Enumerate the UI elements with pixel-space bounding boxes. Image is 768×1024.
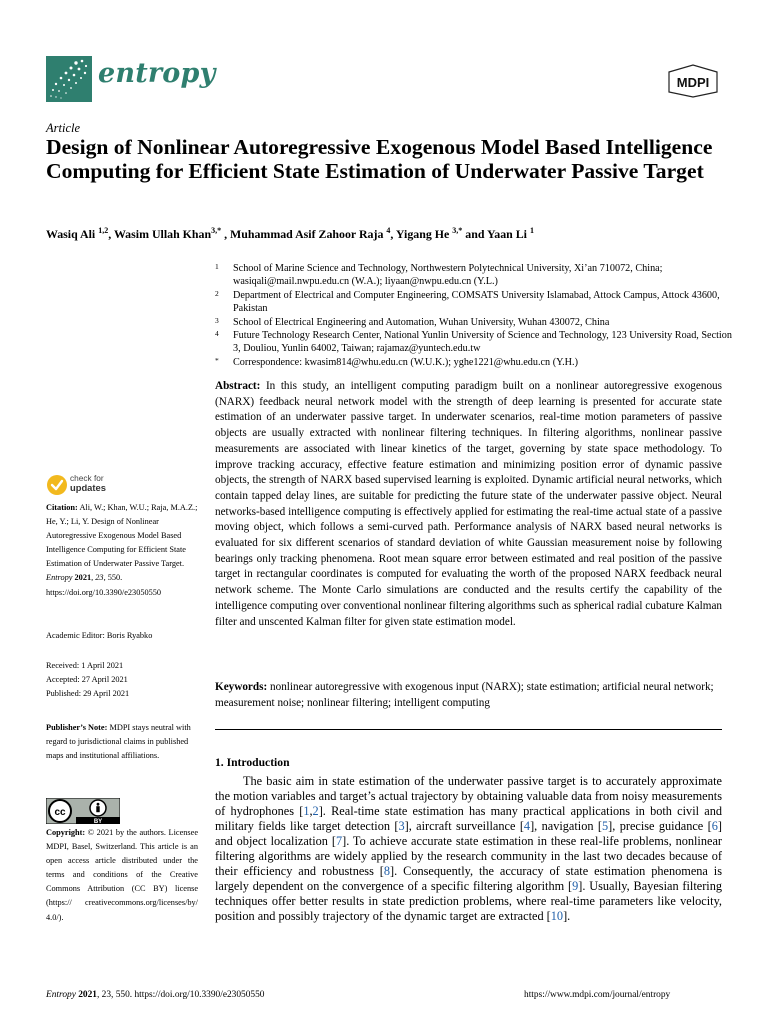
author-name: Wasiq Ali (46, 226, 96, 241)
publishers-note-label: Publisher’s Note: (46, 723, 108, 732)
paragraph-text: ], precise guidance [ (608, 818, 712, 833)
reference-link[interactable]: 6 (711, 818, 718, 833)
author-name: Yaan Li (486, 226, 527, 241)
affiliation-text: Department of Electrical and Computer Engineering, COMSATS University Islamabad, Attock Campus, Attock 43600, Pakistan (233, 289, 720, 315)
received-date: Received: 1 April 2021 (46, 661, 124, 670)
author-list: Wasiq Ali $^{1,2}$, Wasim Ullah Khan$^{3,*}$ , Muhammad Asif Zahoor Raja $^4$, Yigang He $^{3,*}$ and Yaan Li $^1$ (46, 226, 534, 241)
keywords (215, 680, 722, 711)
paragraph-text: ]. Consequently, the accuracy of state estimation phenomena is largely dependent on the convergence of a specific filtering algorithm [ (215, 863, 723, 893)
author-name: Yigang He (395, 226, 450, 241)
paragraph-text: ] and object localization [ (215, 818, 722, 848)
mdpi-logo-text: MDPI (676, 75, 710, 90)
footer-year: 2021 (78, 990, 97, 1000)
check-updates-line: check for (70, 473, 104, 483)
affiliation-text: Future Technology Research Center, National Yunlin University of Science and Technology, 123 University Road, Section 3, Douliou, Yunlin 64002, Taiwan; rajamaz@yuntech.edu.tw (233, 330, 732, 355)
citation-block: Citation: Ali, W.; Khan, W.U.; Raja, M.A.Z.; He, Y.; Li, Y. Design of Nonlinear Autoregressive Exogenous Model Based Intelligence Computing for Efficient State Estimation of Underwater Passive Target. Entropy 2021, 23, 550. https://doi.org/10.3390/e23050550 (46, 503, 198, 597)
reference-link[interactable]: 8 (383, 863, 391, 878)
check-updates-line: updates (70, 482, 106, 493)
introduction-paragraph (215, 774, 722, 924)
keywords-text: nonlinear autoregressive with exogenous input (NARX); state estimation; artificial neural network; measurement noise; nonlinear filtering; intelligent computing (215, 681, 714, 709)
academic-editor: Academic Editor: Boris Ryabko (46, 631, 153, 640)
citation-label: Citation: (46, 503, 78, 512)
reference-link[interactable]: 3 (398, 818, 405, 833)
citation-volume: 23 (95, 573, 104, 583)
affiliation-item (215, 262, 735, 289)
author-affiliation-marker: 1 (529, 226, 534, 235)
reference-link[interactable]: 9 (572, 878, 579, 893)
affiliation-number: 4 (215, 329, 219, 339)
author-name: Wasim Ullah Khan (113, 226, 212, 241)
entropy-logo-icon (46, 56, 92, 102)
citation-year: 2021 (74, 573, 92, 583)
copyright-notice (46, 826, 198, 925)
reference-link[interactable]: 7 (335, 833, 343, 848)
copyright-label: Copyright: (46, 828, 86, 837)
affiliation-text: School of Marine Science and Technology, Northwestern Polytechnical University, Xi’an 710072, China; wasiqali@mail.nwpu.edu.cn (W.A.); liyaan@nwpu.edu.cn (Y.L.) (233, 263, 663, 288)
publication-dates (46, 659, 201, 701)
footer-journal-url[interactable]: https://www.mdpi.com/journal/entropy (524, 990, 671, 1000)
abstract (215, 379, 722, 630)
author-affiliation-marker: 3,* (452, 226, 463, 235)
section-heading: 1. Introduction (215, 756, 290, 769)
reference-link[interactable]: 5 (602, 818, 609, 833)
reference-link[interactable]: 2 (312, 803, 319, 818)
affiliation-number: 2 (215, 288, 219, 298)
citation-journal: Entropy (46, 573, 73, 583)
paragraph-text: ]. Usually, Bayesian filtering techniques offer better results in state prediction problems, where real-time parameters like velocity, position and possibly trajectory of the dynamic target are extracted [ (215, 878, 723, 923)
citation-text: Ali, W.; Khan, W.U.; Raja, M.A.Z.; He, Y.; Li, Y. Design of Nonlinear Autoregressive Exogenous Model Based Intelligence Computing for Efficient State Estimation of Underwater Passive Target. (46, 503, 198, 569)
affiliation-text: School of Electrical Engineering and Automation, Wuhan University, Wuhan 430072, China (233, 316, 610, 328)
abstract-label: Abstract: (215, 380, 261, 392)
paragraph-text: The basic aim in state estimation of the underwater passive target is to accurately approximate the motion variables and target’s actual trajectory by obtaining valuable data from noisy measurements of hydrophones [ (215, 774, 722, 818)
affiliation-number: 1 (215, 262, 219, 271)
keywords-label: Keywords: (215, 681, 268, 693)
paragraph-text: ]. To achieve accurate state estimation in these real-life problems, nonlinear filtering algorithms are widely applied by the research community in the last two decades because of their efficiency and robustness [ (215, 833, 723, 878)
cc-by-license-icon[interactable] (46, 798, 120, 824)
correspondence (215, 356, 735, 369)
affiliation-item (215, 289, 735, 316)
citation-doi[interactable]: , 550. https://doi.org/10.3390/e23050550 (46, 573, 162, 597)
svg-text:cc: cc (54, 807, 66, 818)
journal-name: entropy (98, 58, 216, 89)
publishers-note-text: MDPI stays neutral with regard to jurisdictional claims in published maps and institutional affiliations. (46, 723, 191, 761)
footer-citation (46, 990, 265, 1000)
affiliation-item (215, 316, 735, 329)
paragraph-text: ]. (563, 908, 571, 923)
publishers-note (46, 721, 201, 763)
author-affiliation-marker: 4 (386, 226, 391, 235)
accepted-date: Accepted: 27 April 2021 (46, 675, 128, 685)
paragraph-text: ], aircraft surveillance [ (404, 818, 524, 833)
author-name: Muhammad Asif Zahoor Raja (230, 226, 384, 241)
mdpi-logo-icon (664, 64, 722, 98)
reference-link[interactable]: 10 (550, 908, 564, 923)
correspondence-marker: * (215, 355, 219, 365)
affiliation-item (215, 329, 735, 356)
reference-link[interactable]: 1 (303, 803, 310, 818)
section-divider (215, 729, 722, 730)
cc-by-text: BY (93, 819, 103, 824)
footer-doi[interactable]: , 23, 550. https://doi.org/10.3390/e23050550 (96, 990, 265, 1000)
footer-journal: Entropy (46, 990, 76, 1000)
affiliation-number: 3 (215, 315, 219, 325)
paragraph-text: ]. Real-time state estimation has many practical applications in both civil and military fields like target detection [ (215, 803, 723, 833)
article-type: Article (46, 121, 81, 135)
affiliations (215, 262, 735, 369)
paragraph-text: ], navigation [ (530, 818, 602, 833)
check-for-updates-label[interactable] (70, 474, 106, 492)
published-date: Published: 29 April 2021 (46, 689, 130, 699)
abstract-text: In this study, an intelligent computing paradigm built on a nonlinear autoregressive exogenous (NARX) feedback neural network model with the strength of deep learning is presented for accurate state estimation of an underwater passive target. In underwater scenarios, real-time motion parameters of passive objects are usually extracted with nonlinear filtering techniques. In filtering algorithms, nonlinear passive measurements are associated with linear kinetics of the target, governing by state space methodology. To improve tracking accuracy, effective feature estimation and minimizing position error of dynamic passive objects, the strength of NARX based supervised learning is exploited. Dynamic artificial neural networks, which contain tapped delay lines, are suitable for predicting the future state of the underwater passive object. Neural networks-based intelligence computing is effectively applied for estimating the real-time actual state of a passive moving object, which follows a semi-curved path. Performance analysis of NARX based neural networks is evaluated for six different scenarios of standard deviation of white Gaussian measurement noise by following bearings only tracking phenomena. Root mean square error between estimated and real position of the passive target in rectangular coordinates is computed for evaluating the worth of the proposed NARX feedback neural network scheme. The Monte Carlo simulations are conducted and the results certify the capability of the intelligence computing over conventional nonlinear filtering algorithms such as spherical radial cubature Kalman filter and unscented Kalman filter for given state estimation model. (215, 380, 722, 628)
copyright-text: © 2021 by the authors. Licensee MDPI, Basel, Switzerland. This article is an open access article distributed under the terms and conditions of the Creative Commons Attribution (CC BY) license (https:// creativecommons.org/licenses/by/ 4.0/). (46, 828, 199, 922)
author-affiliation-marker: 1,2 (98, 226, 109, 235)
paper-title: Design of Nonlinear Autoregressive Exogenous Model Based Intelligence Computing for Efficient State Estimation of Underwater Passive Target (46, 135, 713, 183)
correspondence-text: Correspondence: kwasim814@whu.edu.cn (W.U.K.); yghe1221@whu.edu.cn (Y.H.) (233, 356, 578, 368)
reference-link[interactable]: 4 (523, 818, 531, 833)
author-affiliation-marker: 3,* (211, 226, 222, 235)
paragraph-text: , (309, 803, 313, 818)
